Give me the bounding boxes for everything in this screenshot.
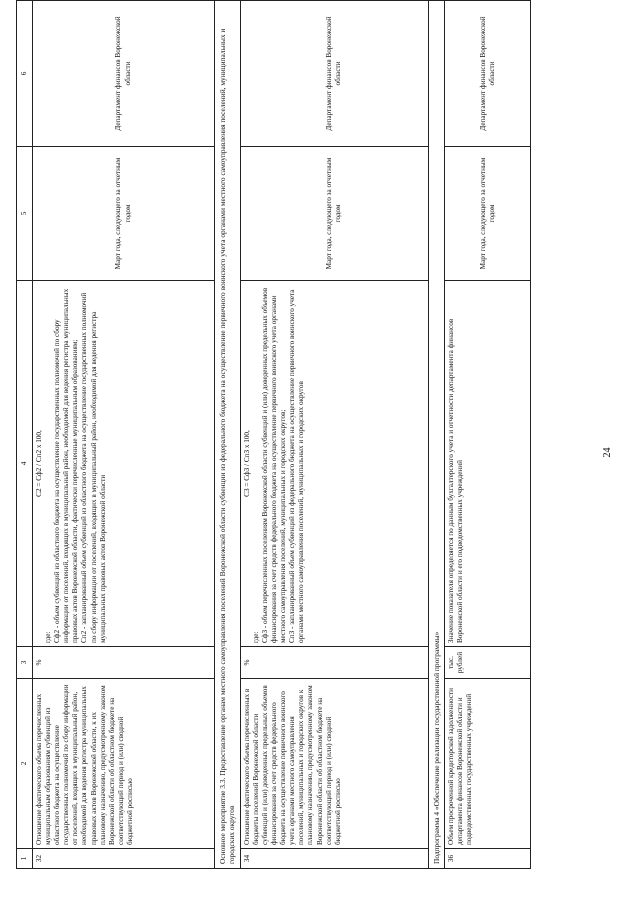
where-label: где: (251, 631, 260, 643)
section-row (215, 1, 241, 869)
definition: Сф2 - объем субвенций из областного бюджета на осуществление государственных полномочий по сбору информации от поселений, входящих в муниципальный район, необходимой для ведения регистра муниципальных правовых актов Воронежской области, фактически перечисленные муниципальным образованиям; (53, 288, 80, 643)
definition: Значение показателя определяется по данным бухгалтерского учета и отчетности департамента финансов Воронежской области и его подведомственных учреждений (447, 318, 465, 643)
definition: Сп3 - запланированный объем субвенций из федерального бюджета на осуществление первичного воинского учета органами местного самоуправления поселений, муниципальных и городских округов (288, 289, 306, 643)
formula: С3 = Сф3 / Сп3 х 100, (242, 430, 251, 497)
section-row (428, 1, 444, 869)
column-header: 2 (17, 679, 33, 849)
deadline-cell: Март года, следующего за отчетным годом (33, 147, 215, 281)
deadline-cell: Март года, следующего за отчетным годом (240, 147, 428, 281)
column-header: 5 (17, 147, 33, 281)
definition: Сф3 - объем перечисленных поселениям Воронежской области субвенций и (или) доведенных предельных объемов финансирования за счет средств федерального бюджета на осуществление первичного воинского учета органами местного самоуправления поселений, муниципальных и городских округов; (261, 287, 288, 643)
indicator-name: Отношение фактического объема перечисленных муниципальным образованиям субвенций из областного бюджета на осуществление государственных полномочий по сбору информации от поселений, входящих в муниципальный район, необходимой для ведения регистра муниципальных правовых актов Воронежской области, к их плановому назначению, предусмотренному законом Воронежской области об областном бюджете на соответствующий период и (или) сводной бюджетной росписью (33, 679, 215, 849)
header-row (17, 1, 33, 869)
row-number: 36 (445, 849, 531, 869)
deadline-cell: Март года, следующего за отчетным годом (445, 147, 531, 281)
unit-cell: тыс. рублей (445, 647, 531, 679)
responsible-cell: Департамент финансов Воронежской области (445, 1, 531, 147)
table-row (33, 1, 215, 869)
where-label: где: (44, 631, 53, 643)
indicator-name: Объем просроченной кредиторской задолженности департамента финансов Воронежской области и подведомственных государственных учреждений (445, 679, 531, 849)
column-header: 4 (17, 281, 33, 647)
column-header: 3 (17, 647, 33, 679)
calculation-method (33, 281, 215, 647)
row-number: 34 (240, 849, 428, 869)
section-title: Основное мероприятие 3.3. Предоставление органам местного самоуправления поселений Воронежской области субвенции из федерального бюджета на осуществление первичного воинского учета органами местного самоуправления поселений, муниципальных и городских округов (215, 1, 241, 869)
calculation-method (240, 281, 428, 647)
unit-cell: % (33, 647, 215, 679)
definition: Сп2 - запланированный объем субвенций из областного бюджета на осуществление государственных полномочий по сбору информации от поселений, входящих в муниципальный район, необходимой для ведения регистра муниципальных правовых актов Воронежской области (80, 292, 107, 643)
formula: С2 = Сф2 / Сп2 х 100, (35, 430, 43, 497)
unit-cell: % (240, 647, 428, 679)
table-row (240, 1, 428, 869)
section-title: Подпрограмма 4 «Обеспечение реализации государственной программы» (428, 1, 444, 869)
indicators-table (16, 0, 531, 869)
table-row (445, 1, 531, 869)
calculation-method (445, 281, 531, 647)
page-number: 24 (602, 447, 613, 458)
indicator-name: Отношение фактического объема перечисленных в бюджеты поселений Воронежской области субвенций и (или) доведенных предельных объемов финансирования за счет средств федерального бюджета на осуществление первичного воинского учета органами местного самоуправления поселений, муниципальных и городских округов к плановому назначению, предусмотренному законом Воронежской области об областном бюджете на соответствующий период и (или) сводной бюджетной росписью (240, 679, 428, 849)
responsible-cell: Департамент финансов Воронежской области (33, 1, 215, 147)
row-number: 32 (33, 849, 215, 869)
column-header: 1 (17, 849, 33, 869)
responsible-cell: Департамент финансов Воронежской области (240, 1, 428, 147)
column-header: 6 (17, 1, 33, 147)
